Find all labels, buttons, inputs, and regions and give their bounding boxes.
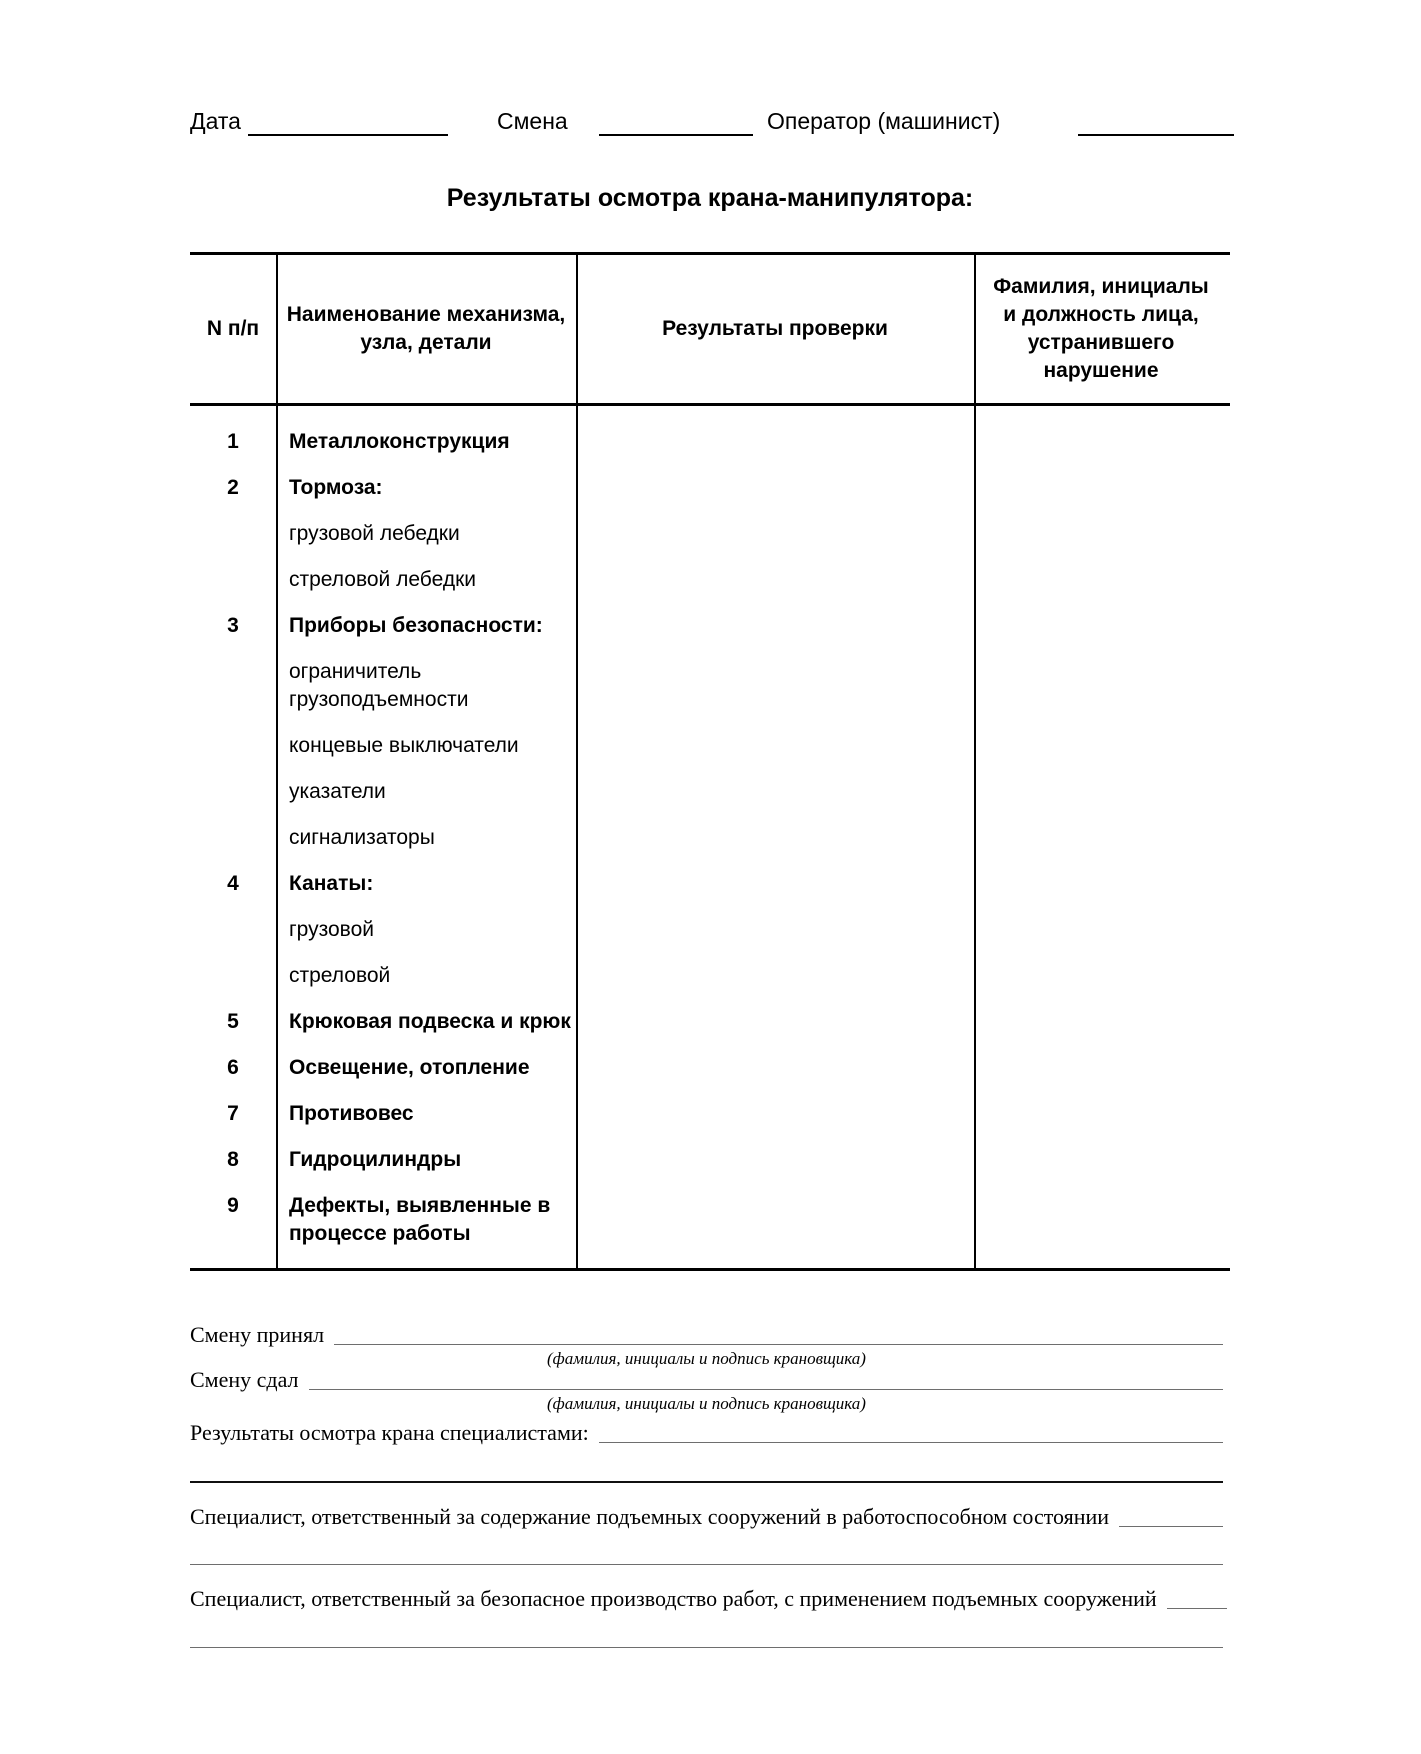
- row-label: Противовес: [289, 1102, 414, 1125]
- blank-writing-line[interactable]: [190, 1481, 1223, 1483]
- date-label: Дата: [190, 108, 241, 134]
- row-number: 3: [227, 614, 239, 637]
- row-label: стреловой: [289, 964, 391, 987]
- row-number: [190, 566, 276, 594]
- table-header-person: Фамилия, инициалы и должность лица, устранившего нарушение: [993, 275, 1209, 382]
- row-label: Приборы безопасности:: [289, 614, 543, 637]
- row-number: 9: [227, 1194, 239, 1217]
- row-label: ограничитель грузоподъемности: [289, 660, 469, 711]
- row-label: грузовой лебедки: [289, 522, 460, 545]
- row-label: Крюковая подвеска и крюк: [289, 1010, 571, 1033]
- row-label: Гидроцилиндры: [289, 1148, 462, 1171]
- date-line[interactable]: [248, 106, 448, 136]
- table-header-name: Наименование механизма, узла, детали: [286, 303, 566, 354]
- specialists-results-row: [190, 1418, 1223, 1446]
- signature-caption: (фамилия, инициалы и подпись крановщика): [547, 1349, 866, 1368]
- row-number: [190, 824, 276, 852]
- row-label: Дефекты, выявленные в процессе работы: [289, 1194, 551, 1245]
- row-label: Канаты:: [289, 872, 374, 895]
- table-header-no: N п/п: [206, 317, 260, 340]
- specialists-results-line[interactable]: [599, 1442, 1223, 1443]
- specialist-safety-label: Специалист, ответственный за безопасное производство работ, с применением подъемных сооружений: [190, 1586, 1157, 1611]
- table-header-result: Результаты проверки: [662, 317, 888, 340]
- row-number: 1: [227, 430, 239, 453]
- specialist-maintenance-line[interactable]: [1119, 1526, 1223, 1527]
- results-column-area[interactable]: [578, 406, 972, 1268]
- page-title: Результаты осмотра крана-манипулятора:: [446, 184, 974, 212]
- table-header-row: [190, 255, 1230, 406]
- shift-line[interactable]: [599, 106, 753, 136]
- fixer-column-area[interactable]: [976, 406, 1230, 1268]
- specialist-maintenance-row: [190, 1502, 1223, 1530]
- shift-accepted-label: Смену принял: [190, 1322, 325, 1347]
- row-number: 2: [227, 476, 239, 499]
- row-number: [190, 778, 276, 806]
- row-number: 5: [227, 1010, 239, 1033]
- operator-line[interactable]: [1078, 106, 1234, 136]
- row-number: [190, 732, 276, 760]
- row-number: [190, 520, 276, 548]
- blank-writing-line[interactable]: [190, 1564, 1223, 1565]
- shift-handed-line[interactable]: [309, 1389, 1223, 1390]
- row-number: [190, 962, 276, 990]
- row-label: Металлоконструкция: [289, 430, 510, 453]
- row-label: грузовой: [289, 918, 375, 941]
- shift-accepted-row: [190, 1320, 1223, 1348]
- shift-handed-row: [190, 1365, 1223, 1393]
- blank-writing-line[interactable]: [190, 1647, 1223, 1648]
- row-label: стреловой лебедки: [289, 568, 476, 591]
- operator-label: Оператор (машинист): [767, 108, 1001, 134]
- row-number: 6: [227, 1056, 239, 1079]
- row-label: Тормоза:: [289, 476, 383, 499]
- row-number: 7: [227, 1102, 239, 1125]
- row-number: 8: [227, 1148, 239, 1171]
- specialist-safety-line[interactable]: [1167, 1608, 1227, 1609]
- signature-caption: (фамилия, инициалы и подпись крановщика): [547, 1394, 866, 1413]
- row-number: [190, 916, 276, 944]
- shift-label: Смена: [497, 108, 568, 134]
- row-label: указатели: [289, 780, 386, 803]
- specialist-maintenance-label: Специалист, ответственный за содержание подъемных сооружений в работоспособном состоянии: [190, 1504, 1110, 1529]
- row-number: 4: [227, 872, 239, 895]
- specialist-safety-row: [190, 1584, 1223, 1612]
- shift-accepted-line[interactable]: [334, 1344, 1223, 1345]
- row-label: Освещение, отопление: [289, 1056, 530, 1079]
- inspection-table: [190, 252, 1230, 1271]
- shift-handed-label: Смену сдал: [190, 1367, 299, 1392]
- row-label: концевые выключатели: [289, 734, 519, 757]
- row-number: [190, 658, 276, 714]
- row-label: сигнализаторы: [289, 826, 435, 849]
- specialists-results-label: Результаты осмотра крана специалистами:: [190, 1420, 589, 1445]
